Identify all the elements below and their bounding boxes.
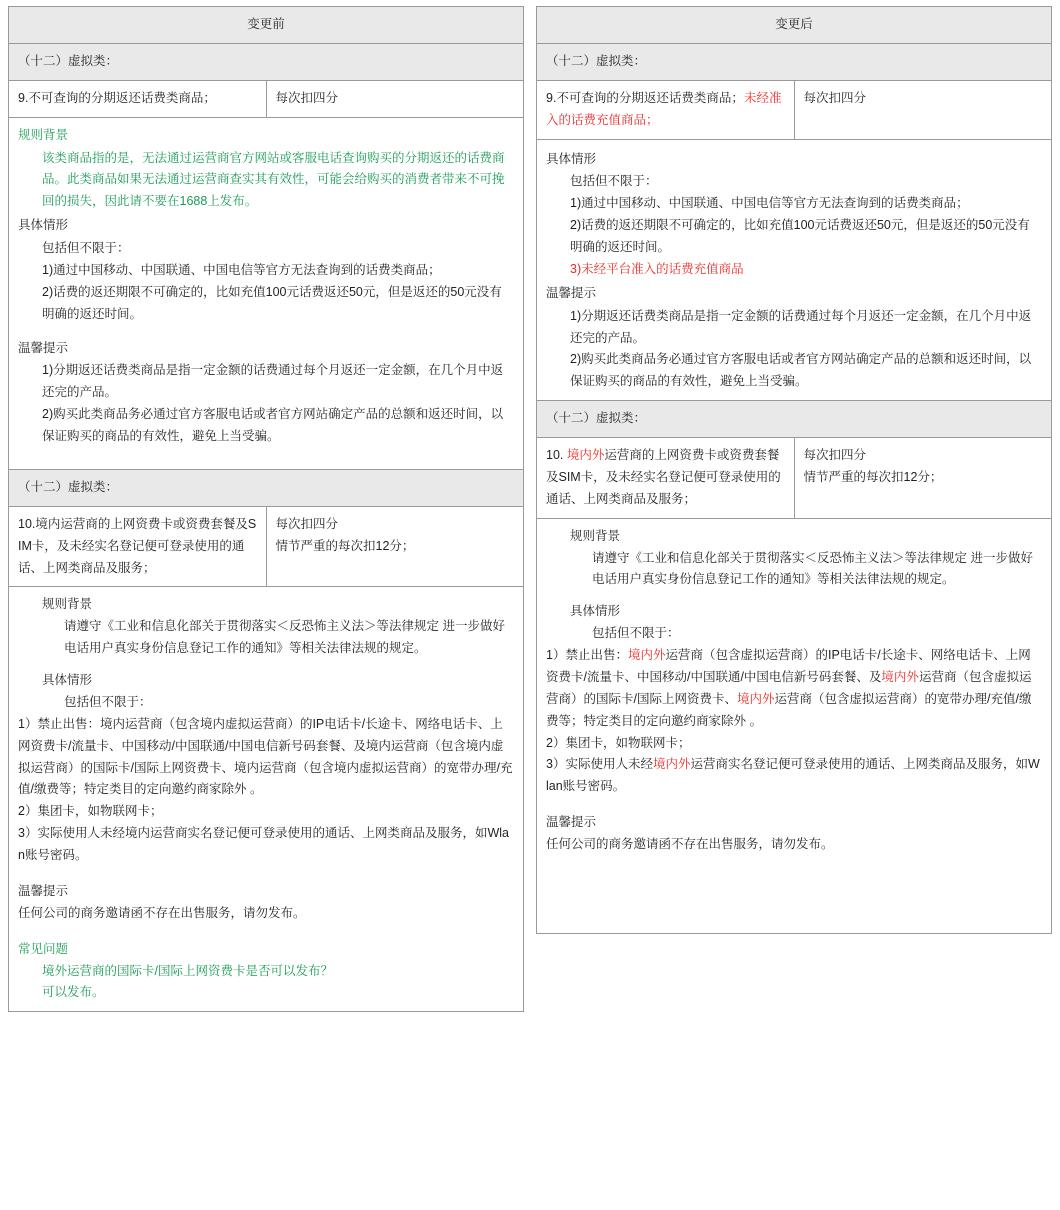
- before-case-item-1-1: 1)通过中国移动、中国联通、中国电信等官方无法查询到的话费类商品；: [42, 262, 441, 277]
- after-table: [536, 6, 1052, 934]
- spacer: [546, 591, 1042, 601]
- after-case-2-3-r1: 境内外: [652, 757, 691, 772]
- after-body-1: [537, 139, 1052, 401]
- spacer: [546, 856, 1042, 870]
- before-body-row-2: [9, 587, 524, 1012]
- after-case-item-1-3: 3)未经平台准入的话费充值商品: [570, 261, 744, 276]
- after-body-row-2: [537, 518, 1052, 933]
- before-case-label-1: 具体情形: [18, 218, 69, 233]
- after-bg-text-2: 请遵守《工业和信息化部关于贯彻落实＜反恐怖主义法＞等法律规定 进一步做好电话用户真实身份信息登记工作的通知》等相关法律法规的规定。: [592, 550, 1033, 587]
- before-bg-text-1: 该类商品指的是，无法通过运营商官方网站或客服电话查询购买的分期返还的话费商品。此类商品如果无法通过运营商查实其有效性，可能会给购买的消费者带来不可挽回的损失，因此请不要在1688上发布。: [42, 150, 505, 209]
- before-rule-row-1: [9, 80, 524, 117]
- after-case-intro-1: 包括但不限于：: [570, 174, 658, 189]
- before-case-item-2-1: 1）禁止出售：境内运营商（包含境内虚拟运营商）的IP电话卡/长途卡、网络电话卡、上网资费卡/流量卡、中国移动/中国联通/中国电信新号码套餐、及境内运营商（包含境内虚拟运营商）的国际卡/国际上网资费卡、境内运营商（包含境内虚拟运营商）的宽带办理/充值/缴费等；特定类目的定向邀约商家除外 。: [18, 716, 513, 797]
- before-faq-question: 境外运营商的国际卡/国际上网资费卡是否可以发布？: [42, 963, 333, 978]
- before-penalty-2-line2: 情节严重的每次扣12分；: [275, 538, 415, 553]
- after-case-item-2-3: [546, 754, 1042, 798]
- after-rule-1-black: 9.不可查询的分期返还话费类商品；: [546, 90, 744, 105]
- after-case-2-3-p2: 运营商实名登记便可登录使用的通话、上网类商品及服务，如Wlan账号密码。: [546, 757, 1040, 794]
- before-body-row-1: [9, 117, 524, 469]
- after-case-label-1: 具体情形: [546, 151, 597, 166]
- after-rule-row-1: [537, 80, 1052, 139]
- after-rule-text-1: [537, 80, 795, 139]
- before-body-1: [9, 117, 524, 469]
- before-tip-text-2: 任何公司的商务邀请函不存在出售服务，请勿发布。: [18, 905, 306, 920]
- before-case-intro-2: 包括但不限于：: [64, 694, 152, 709]
- after-section-row-1: [537, 43, 1052, 80]
- after-case-2-1-p1: 1）禁止出售：: [546, 648, 628, 662]
- before-section-label-2: （十二）虚拟类：: [9, 469, 524, 506]
- before-rule-row-2: [9, 506, 524, 587]
- before-column: [8, 6, 524, 1012]
- after-case-item-2-1: [546, 645, 1042, 733]
- before-rule-text-1: 9.不可查询的分期返还话费类商品；: [9, 80, 267, 117]
- spacer: [18, 867, 514, 881]
- before-faq-answer: 可以发布。: [42, 985, 105, 1000]
- before-tip-label-2: 温馨提示: [18, 883, 69, 898]
- after-body-2: [537, 518, 1052, 933]
- after-penalty-2: [794, 438, 1052, 519]
- spacer: [546, 898, 1042, 912]
- before-header-row: [9, 7, 524, 44]
- before-case-item-2-2: 2）集团卡，如物联网卡；: [18, 804, 163, 819]
- after-header-cell: 变更后: [537, 7, 1052, 44]
- before-section-row-1: [9, 43, 524, 80]
- after-tip-item-1-1: 1)分期返还话费类商品是指一定金额的话费通过每个月返还一定金额，在几个月中返还完的产品。: [570, 308, 1032, 345]
- before-tip-label-1: 温馨提示: [18, 340, 69, 355]
- after-case-item-1-2: 2)话费的返还期限不可确定的，比如充值100元话费返还50元，但是返还的50元没有明确的返还时间。: [570, 218, 1030, 254]
- after-case-2-1-r3: 境内外: [736, 691, 775, 706]
- before-header-cell: 变更前: [9, 7, 524, 44]
- after-section-label-2: （十二）虚拟类：: [537, 401, 1052, 438]
- spacer: [546, 870, 1042, 884]
- after-body-row-1: [537, 139, 1052, 401]
- after-case-label-2: 具体情形: [570, 604, 621, 619]
- after-header-row: [537, 7, 1052, 44]
- spacer: [18, 326, 514, 336]
- before-case-item-2-3: 3）实际使用人未经境内运营商实名登记便可登录使用的通话、上网类商品及服务，如Wlan账号密码。: [18, 826, 509, 862]
- after-penalty-1: 每次扣四分: [794, 80, 1052, 139]
- after-column: [536, 6, 1052, 1012]
- before-section-row-2: [9, 469, 524, 506]
- before-section-label-1: （十二）虚拟类：: [9, 43, 524, 80]
- after-rule-2-rest: 运营商的上网资费卡或资费套餐及SIM卡，及未经实名登记便可登录使用的通话、上网类商品及服务；: [546, 448, 781, 506]
- before-penalty-1: 每次扣四分: [266, 80, 524, 117]
- before-case-label-2: 具体情形: [42, 673, 93, 687]
- after-case-2-1-r2: 境内外: [881, 669, 919, 684]
- after-case-2-3-p1: 3）实际使用人未经: [546, 757, 653, 772]
- after-rule-1-red: 未经准入的话费充值商品；: [546, 90, 782, 127]
- before-case-item-1-2: 2)话费的返还期限不可确定的，比如充值100元话费返还50元，但是返还的50元没有明确的返还时间。: [42, 284, 502, 321]
- spacer: [18, 925, 514, 939]
- after-penalty-2-line1: 每次扣四分: [803, 448, 867, 462]
- after-rule-row-2: [537, 438, 1052, 519]
- before-penalty-2-line1: 每次扣四分: [275, 516, 339, 531]
- before-tip-item-1-1: 1)分期返还话费类商品是指一定金额的话费通过每个月返还一定金额，在几个月中返还完的产品。: [42, 363, 504, 400]
- before-faq-label: 常见问题: [18, 941, 69, 956]
- after-case-item-2-2: 2）集团卡，如物联网卡；: [546, 735, 691, 750]
- after-case-2-1-p4: 运营商（包含虚拟运营商）的宽带办理/充值/缴费等；特定类目的定向邀约商家除外 。: [546, 691, 1032, 728]
- after-section-row-2: [537, 401, 1052, 438]
- spacer: [546, 884, 1042, 898]
- before-table: [8, 6, 524, 1012]
- after-tip-label-1: 温馨提示: [546, 285, 597, 300]
- spacer: [18, 660, 514, 670]
- after-case-2-1-p3: 运营商（包含虚拟运营商）的国际卡/国际上网资费卡、: [546, 669, 1032, 706]
- spacer: [18, 448, 514, 462]
- after-tip-label-2: 温馨提示: [546, 815, 597, 830]
- after-bg-label-2: 规则背景: [570, 528, 621, 543]
- before-penalty-2: [266, 506, 524, 587]
- after-tip-text-2: 任何公司的商务邀请函不存在出售服务，请勿发布。: [546, 837, 834, 851]
- before-bg-text-2: 请遵守《工业和信息化部关于贯彻落实＜反恐怖主义法＞等法律规定 进一步做好电话用户真实身份信息登记工作的通知》等相关法律法规的规定。: [64, 619, 505, 656]
- before-tip-item-1-2: 2)购买此类商品务必通过官方客服电话或者官方网站确定产品的总额和返还时间，以保证购买的商品的有效性，避免上当受骗。: [42, 407, 504, 443]
- before-bg-label-2: 规则背景: [42, 597, 93, 612]
- after-case-2-1-p2: 运营商（包含虚拟运营商）的IP电话卡/长途卡、网络电话卡、上网资费卡/流量卡、中国移动/中国联通/中国电信新号码套餐、及: [546, 648, 1031, 684]
- after-section-label-1: （十二）虚拟类：: [537, 43, 1052, 80]
- after-rule-2-num: 10.: [546, 448, 564, 462]
- after-case-item-1-1: 1)通过中国移动、中国联通、中国电信等官方无法查询到的话费类商品；: [570, 196, 969, 211]
- after-tip-item-1-2: 2)购买此类商品务必通过官方客服电话或者官方网站确定产品的总额和返还时间，以保证购买的商品的有效性，避免上当受骗。: [570, 352, 1032, 389]
- after-rule-text-2: [537, 438, 795, 519]
- after-case-2-1-r1: 境内外: [627, 648, 666, 662]
- spacer: [546, 912, 1042, 926]
- before-bg-label-1: 规则背景: [18, 127, 69, 142]
- after-rule-2-red: 境内外: [566, 448, 605, 462]
- before-rule-text-2: 10.境内运营商的上网资费卡或资费套餐及SIM卡，及未经实名登记便可登录使用的通话、上网类商品及服务；: [9, 506, 267, 587]
- before-case-intro-1: 包括但不限于：: [42, 241, 130, 255]
- before-body-2: [9, 587, 524, 1012]
- after-case-intro-2: 包括但不限于：: [592, 626, 680, 641]
- after-penalty-2-line2: 情节严重的每次扣12分；: [803, 469, 943, 484]
- spacer: [546, 798, 1042, 812]
